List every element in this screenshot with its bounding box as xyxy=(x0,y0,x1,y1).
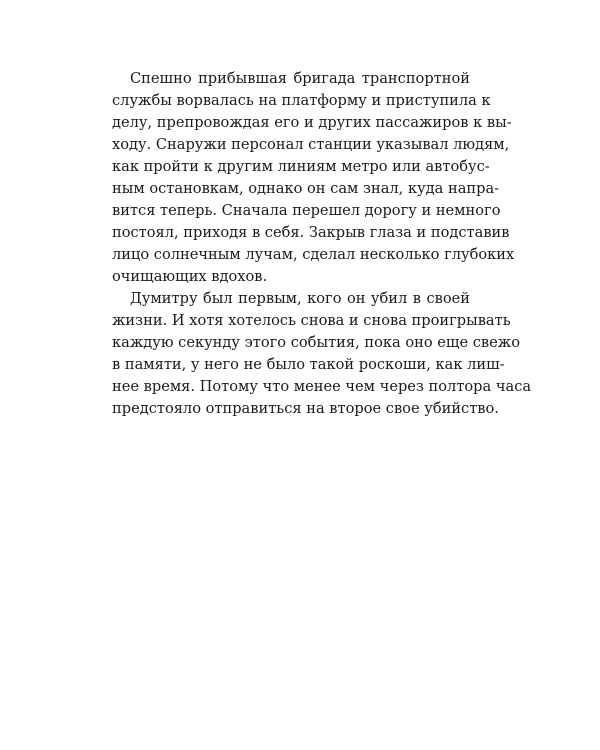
text-line: нее время. Потому что менее чем через полтора часа xyxy=(112,378,532,395)
text-line: ходу. Снаружи персонал станции указывал людям, xyxy=(112,136,510,153)
text-line: Думитру был первым, кого он убил в своей xyxy=(130,290,470,307)
text-line: как пройти к другим линиям метро или автобус- xyxy=(112,158,490,175)
body-text xyxy=(112,68,532,420)
text-line: в памяти, у него не было такой роскоши, как лиш- xyxy=(112,356,505,373)
text-line: Спешно прибывшая бригада транспортной xyxy=(130,70,470,87)
text-line: ным остановкам, однако он сам знал, куда напра- xyxy=(112,180,500,197)
paragraph-2 xyxy=(112,288,532,420)
text-line: каждую секунду этого события, пока оно еще свежо xyxy=(112,334,520,351)
text-line: очищающих вдохов. xyxy=(112,268,268,285)
text-line: вится теперь. Сначала перешел дорогу и немного xyxy=(112,202,501,219)
text-line: постоял, приходя в себя. Закрыв глаза и подставив xyxy=(112,224,510,241)
text-line: предстояло отправиться на второе свое убийство. xyxy=(112,400,499,417)
text-line: делу, препровождая его и других пассажиров к вы- xyxy=(112,114,512,131)
paragraph-1 xyxy=(112,68,515,288)
text-line: жизни. И хотя хотелось снова и снова проигрывать xyxy=(112,312,511,329)
text-line: лицо солнечным лучам, сделал несколько глубоких xyxy=(112,246,515,263)
text-line: службы ворвалась на платформу и приступила к xyxy=(112,92,491,109)
